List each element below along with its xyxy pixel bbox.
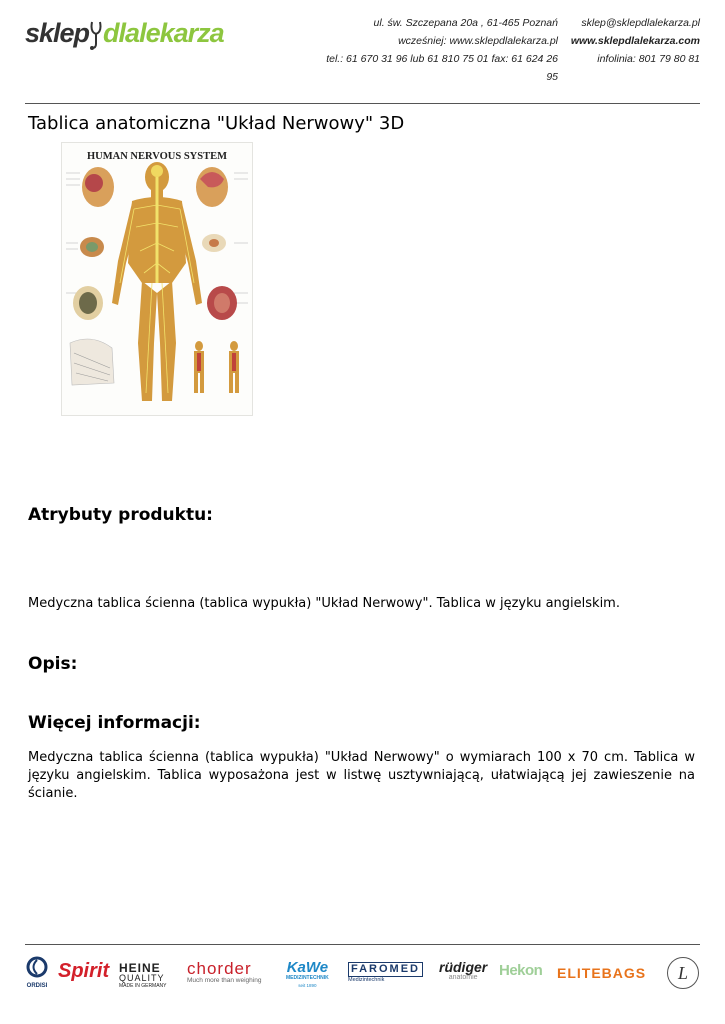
brand-spirit[interactable]: Spirit: [58, 960, 110, 982]
more-info-text: Medyczna tablica ścienna (tablica wypukła) "Układ Nerwowy" o wymiarach 100 x 70 cm. Tablica w języku angielskim. Tablica wyposażona jest w listwę usztywniającą, ułatwiającą jej zawieszenie na ścianie.: [28, 750, 695, 801]
footer-divider: [25, 944, 700, 945]
shop-contact: [540, 14, 700, 68]
brand-last-logo[interactable]: L: [667, 957, 699, 989]
attributes-heading: Atrybuty produktu:: [28, 505, 213, 525]
website-link[interactable]: www.sklepdlalekarza.com: [570, 35, 700, 47]
attributes-text: Medyczna tablica ścienna (tablica wypukła) "Układ Nerwowy". Tablica w języku angielskim.: [28, 596, 620, 611]
brand-ordisi[interactable]: ORDISI: [25, 956, 49, 989]
poster-title: HUMAN NERVOUS SYSTEM: [86, 151, 228, 162]
brand-rudiger[interactable]: rüdiger anatomie: [439, 959, 488, 981]
shop-address: [325, 14, 558, 86]
description-heading: Opis:: [28, 654, 78, 674]
email-link[interactable]: sklep@sklepdlalekarza.pl: [581, 17, 700, 29]
product-title: Tablica anatomiczna "Układ Nerwowy" 3D: [28, 113, 405, 134]
page-header: [25, 10, 700, 83]
brand-heine[interactable]: HEINE QUALITY MADE IN GERMANY: [119, 961, 167, 989]
nervous-system-poster: [62, 143, 252, 415]
more-info-heading: Więcej informacji:: [28, 713, 201, 733]
ordisi-icon: [26, 956, 48, 978]
phone-fax-line: tel.: 61 670 31 96 lub 61 810 75 01 fax: 61 624 26 95: [326, 53, 558, 83]
stethoscope-icon: [89, 20, 103, 50]
address-line: ul. św. Szczepana 20a , 61-465 Poznań: [373, 17, 558, 29]
brand-elitebags[interactable]: ELITEBAGS: [557, 965, 647, 981]
old-website-line: wcześniej: www.sklepdlalekarza.pl: [398, 35, 558, 47]
brand-chorder[interactable]: chorder Much more than weighing: [187, 959, 262, 984]
brand-faromed[interactable]: FAROMED Medizintechnik: [348, 962, 423, 983]
product-image[interactable]: [61, 142, 253, 416]
header-divider: [25, 103, 700, 104]
shop-logo[interactable]: sklep dlalekarza: [25, 18, 224, 48]
infoline: infolinia: 801 79 80 81: [597, 53, 700, 65]
brand-kawe[interactable]: KaWe MEDIZINTECHNIK seit 1890: [286, 959, 329, 988]
brand-hekon[interactable]: Hekon: [499, 962, 543, 979]
brand-logos: [25, 952, 700, 996]
